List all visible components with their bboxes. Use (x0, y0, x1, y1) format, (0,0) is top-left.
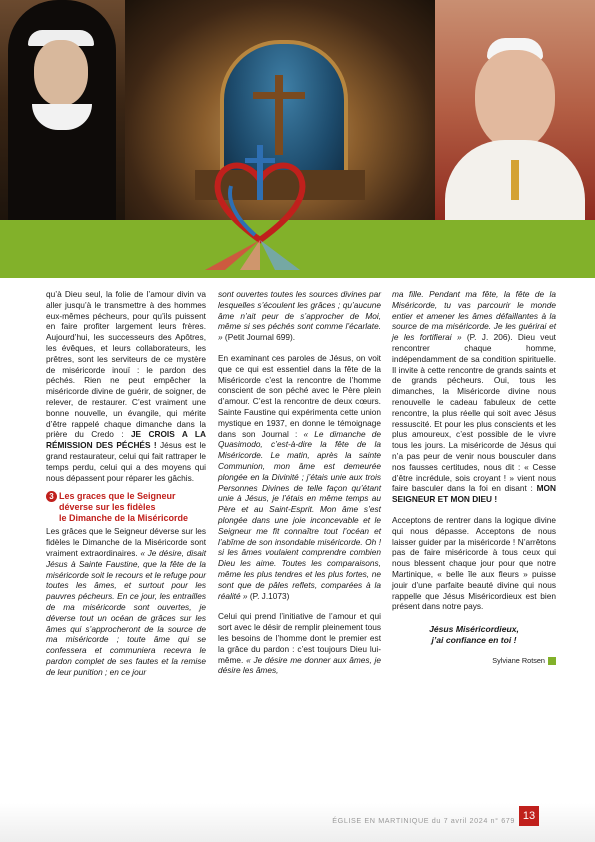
green-square-marker (548, 657, 556, 665)
paragraph: ma fille. Pendant ma fête, la fête de la Miséricorde, tu vas parcourir le monde entier et amener les âmes défaillantes à la source de ma miséricorde. Je les guérirai et je les fortifierai » (P. J. 206). Dieu veut rencontrer chaque homme, indépendamment de sa condition spirituelle. Il invite à cette rencontre de grands saints et de grands pécheurs. Oui, tous les dimanches, la Miséricorde divine nous renouvelle le cadeau fabuleux de cette rencontre, la plus réelle qui soit avec Jésus ressuscité. Et pour les plus conscients et les plus amoureux, c’est possible de le vivre tous les jours. La miséricorde de Jésus qui n’a pas peur de venir nous bousculer dans nos fausses certitudes, nous dit : « Cesse d’être incrédule, sois croyant ! » vient nous faire basculer dans la foi en disant : MON SEIGNEUR ET MON DIEU ! (392, 289, 556, 505)
photo-saint-faustine (0, 0, 125, 220)
paragraph: qu’à Dieu seul, la folie de l’amour divin va aller jusqu’à le transmettre à des hommes eux-mêmes pécheurs, pour qu’ils puissent en faire profiter largement leurs frères. Aujourd’hui, les successeurs des Apôtres, les évêques, et leurs collaborateurs, les prêtres, sont les serviteurs de ce mystère de miséricorde inouï : le pardon des péchés. Rien ne peut empêcher la miséricorde divine de guérir, de soigner, de relever, de restaurer. C’est vraiment une bonne nouvelle, un évangile, qui mérite d’être rappelé chaque dimanche dans la prière du Credo : JE CROIS A LA RÉMISSION DES PÉCHÉS ! Jésus est le grand restaurateur, celui qui fait rattraper le temps perdu, celui qui a des moyens qui nous dépassent pour réparer les gâchis. (46, 289, 206, 483)
divine-mercy-heart-logo (205, 140, 315, 270)
author-signature: Sylviane Rotsen (392, 656, 556, 667)
section-number-badge: 3 (46, 491, 57, 502)
photo-pope (435, 0, 595, 220)
article-body (46, 289, 556, 794)
section-heading: 3 Les graces que le Seigneur déverse sur les fidèles le Dimanche de la Miséricorde (46, 491, 206, 524)
paragraph: Acceptons de rentrer dans la logique divine qui nous dépasse. Acceptons de nous laisser guider par la miséricorde ! N’arrêtons pas de faire miséricorde à tous ceux qui nous blessent chaque jour pour que notre Martinique, « belle île aux fleurs » puisse jouir d’une parfaite beauté divine qui nous rappelle que Jésus Miséricordieux est bien présent dans notre pays. (392, 514, 556, 612)
paragraph: Les grâces que le Seigneur déverse sur les fidèles le Dimanche de la Miséricorde sont vraiment extraordinaires. « Je désire, disait Jésus à Sainte Faustine, que la fête de la miséricorde soit le recours et le refuge pour toutes les âmes, et surtout pour les pauvres pécheurs. En ce jour, les entrailles de ma miséricorde sont ouvertes, je déverse tout un océan de grâces sur les âmes qui s’approcheront de la source de ma miséricorde ; toute âme qui se confessera et communiera recevra le pardon complet de ses fautes et la remise de leur punition ; en ce jour (46, 526, 206, 677)
page-number: 13 (519, 806, 539, 826)
column-3 (392, 289, 556, 667)
paragraph: En examinant ces paroles de Jésus, on voit que ce qui est essentiel dans la fête de la Miséricorde c’est la rencontre de l’homme conscient de son péché avec le Père plein d’amour. C’est la rencontre de deux cœurs. Sainte Faustine qui expérimenta cette union mystique en 1937, en donne le témoignage dans son Journal : « Le dimanche de Quasimodo, c’est-à-dire la fête de la Miséricorde. Le matin, après la sainte Communion, mon âme est demeurée plongée en la Divinité ; j’étais unie aux trois Personnes Divines de telle façon qu’étant unie à Jésus, je l’étais en même temps au Père et au Saint-Esprit. Mon âme s’est plongée dans une joie inconcevable et le Seigneur me fit connaître tout l’océan et l’abîme de son insondable miséricorde. Oh ! si les âmes voulaient comprendre combien Dieu les aime. Toutes les comparaisons, même les plus tendres et les plus fortes, ne sont que de pâles reflets, comparées à la réalité » (P. J.1073) (218, 352, 381, 601)
column-1 (46, 289, 206, 678)
paragraph: Celui qui prend l’initiative de l’amour et qui sort avec le désir de remplir pleinement tous les besoins de l’homme dont le premier est la grâce du pardon : c’est toujours Dieu lui-même. « Je désire me donner aux âmes, je désire les âmes, (218, 611, 381, 676)
column-2 (218, 289, 381, 676)
footer-publication-info: ÉGLISE EN MARTINIQUE du 7 avril 2024 n° 679 (332, 816, 515, 825)
paragraph: sont ouvertes toutes les sources divines par lesquelles s’écoulent les grâces ; qu’aucune âme n’ait peur de s’approcher de Moi, même si ses péchés sont comme l’écarlate. » (Petit Journal 699). (218, 289, 381, 343)
closing-quote: Jésus Miséricordieux, j’ai confiance en toi ! (429, 624, 519, 646)
